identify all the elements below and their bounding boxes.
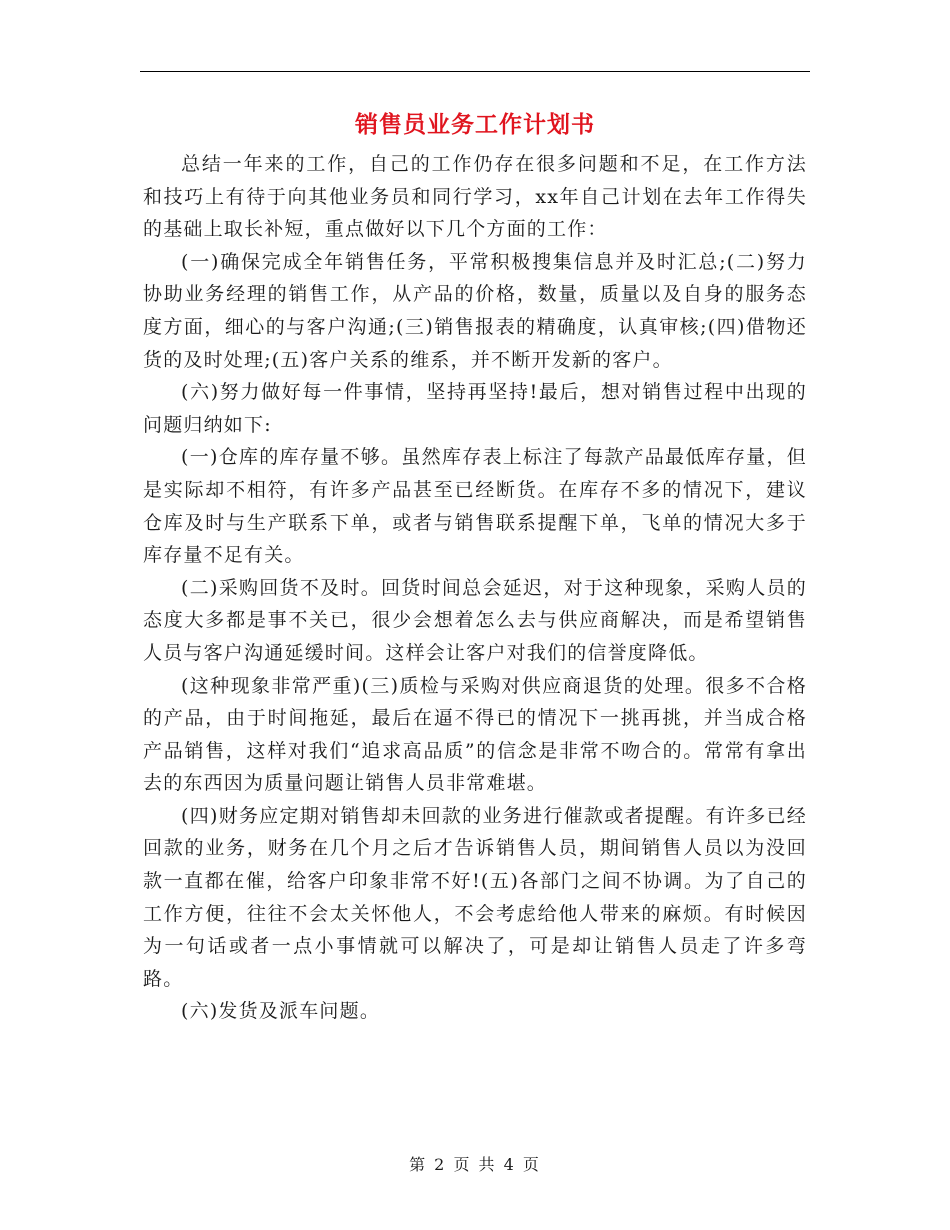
paragraph-issue-shipping: (六)发货及派车问题。 <box>181 1000 381 1023</box>
paragraph-issue-quality: (这种现象非常严重)(三)质检与采购对供应商退货的处理。很多不合格的产品，由于时间拖延，最后在逼不得已的情况下一挑再挑，并当成合格产品销售，这样对我们“追求高品质”的信念是非常不吻合的。常常有拿出去的东西因为质量问题让销售人员非常难堪。 <box>143 674 807 795</box>
paragraph-issue-purchasing: (二)采购回货不及时。回货时间总会延迟，对于这种现象，采购人员的态度大多都是事不关已，很少会想着怎么去与供应商解决，而是希望销售人员与客户沟通延缓时间。这样会让客户对我们的信誉度降低。 <box>143 576 807 664</box>
paragraph-issue-inventory: (一)仓库的库存量不够。虽然库存表上标注了每款产品最低库存量，但是实际却不相符，有许多产品甚至已经断货。在库存不多的情况下，建议仓库及时与生产联系下单，或者与销售联系提醒下单，飞单的情况大多于库存量不足有关。 <box>143 446 807 567</box>
paragraph-plan-six: (六)努力做好每一件事情，坚持再坚持!最后，想对销售过程中出现的问题归纳如下: <box>143 381 807 436</box>
document-title: 销售员业务工作计划书 <box>355 112 595 138</box>
page-number-footer: 第 2 页 共 4 页 <box>409 1155 541 1174</box>
paragraph-issue-finance: (四)财务应定期对销售却未回款的业务进行催款或者提醒。有许多已经回款的业务，财务在几个月之后才告诉销售人员，期间销售人员以为没回款一直都在催，给客户印象非常不好!(五)各部门之间不协调。为了自己的工作方便，往往不会太关怀他人，不会考虑给他人带来的麻烦。有时候因为一句话或者一点小事情就可以解决了，可是却让销售人员走了许多弯路。 <box>143 804 807 990</box>
document-body <box>143 148 807 1028</box>
paragraph-intro: 总结一年来的工作，自己的工作仍存在很多问题和不足，在工作方法和技巧上有待于向其他业务员和同行学习，xx年自己计划在去年工作得失的基础上取长补短，重点做好以下几个方面的工作： <box>143 153 807 241</box>
paragraph-plan-items: (一)确保完成全年销售任务，平常积极搜集信息并及时汇总;(二)努力协助业务经理的销售工作，从产品的价格，数量，质量以及自身的服务态度方面，细心的与客户沟通;(三)销售报表的精确度，认真审核;(四)借物还货的及时处理;(五)客户关系的维系，并不断开发新的客户。 <box>143 250 807 371</box>
header-rule <box>140 71 810 72</box>
